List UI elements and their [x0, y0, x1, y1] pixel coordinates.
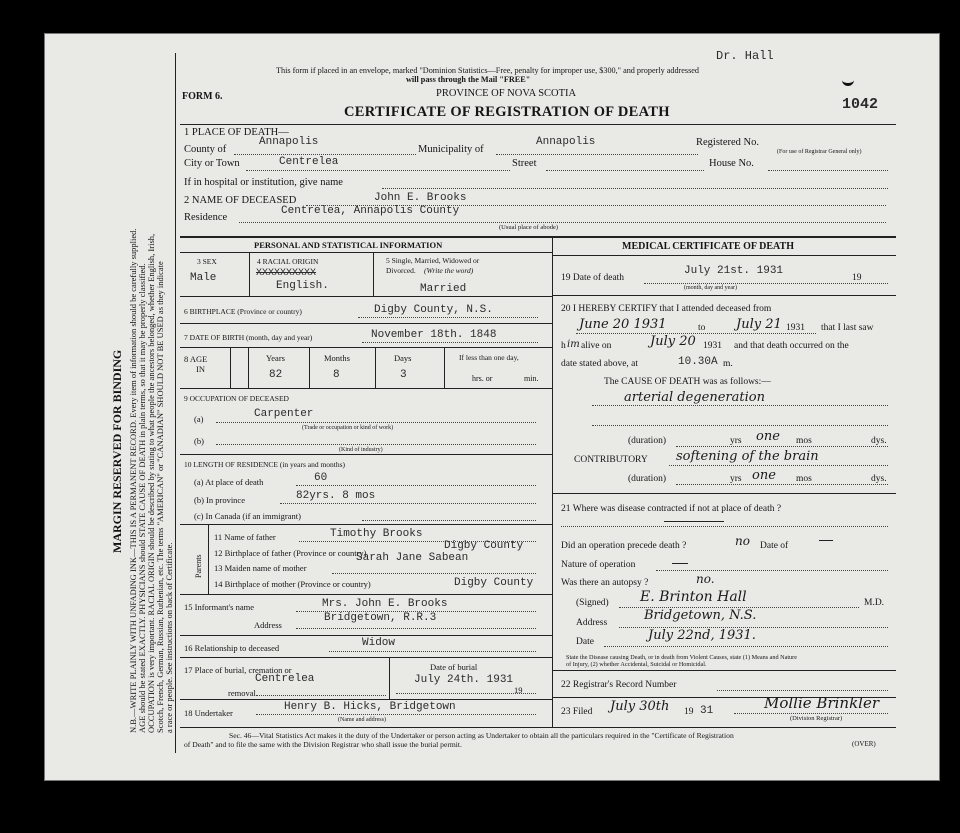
dys-label-2: dys. — [871, 474, 887, 484]
father-label: 11 Name of father — [214, 532, 276, 542]
filed-19: 19 — [684, 707, 694, 717]
registrar-record-line — [717, 690, 888, 691]
in-canada-label: (c) In Canada (if an immigrant) — [194, 511, 301, 521]
death-date-19: 19 — [852, 273, 862, 283]
row15-rule — [180, 635, 552, 636]
months-divider — [375, 347, 376, 388]
marital-write: (Write the word) — [424, 266, 474, 275]
residence-length-label: 10 LENGTH OF RESIDENCE (in years and months) — [184, 460, 346, 469]
sig-date-line — [604, 646, 888, 647]
md-label: M.D. — [864, 598, 885, 608]
annotation-dr-hall: Dr. Hall — [716, 49, 774, 63]
burial-date: July 24th. 1931 — [414, 674, 514, 686]
cause-label: The CAUSE OF DEATH was as follows:— — [604, 377, 771, 387]
days-label: Days — [394, 353, 412, 363]
cause-value: arterial degeneration — [624, 390, 765, 405]
row14-rule — [180, 594, 552, 595]
row3-rule — [180, 296, 552, 297]
q21-label: 21 Where was disease contracted if not at place of death ? — [561, 504, 782, 514]
sec46-line-2: of Death" and to file the same with the Division Registrar who shall issue the burial permit. — [184, 740, 462, 749]
sex-value: Male — [190, 272, 217, 284]
occupation-label: 9 OCCUPATION OF DECEASED — [184, 394, 289, 403]
mos-label-1: mos — [796, 436, 812, 446]
filed-label: 23 Filed — [561, 707, 593, 717]
sex-label: 3 SEX — [197, 257, 217, 266]
death-time-m: m. — [723, 359, 733, 369]
mother-bp-value: Digby County — [454, 577, 534, 589]
relationship-label: 16 Relationship to deceased — [184, 643, 280, 653]
undertaker-value: Henry B. Hicks, Bridgetown — [284, 701, 456, 713]
contributory-value: softening of the brain — [676, 449, 819, 464]
column-divider — [552, 236, 553, 727]
occupation-b: (b) — [194, 436, 204, 446]
days-divider — [444, 347, 445, 388]
min-label: min. — [524, 374, 539, 383]
sex-divider — [249, 252, 250, 296]
registrar-record: 22 Registrar's Record Number — [561, 680, 677, 690]
mos-label-2: mos — [796, 474, 812, 484]
sig-date-label: Date — [576, 637, 594, 647]
in-canada-line — [362, 520, 536, 521]
house-line — [768, 170, 888, 171]
death-date-note: (month, day and year) — [684, 285, 737, 291]
occupation-a: (a) — [194, 414, 204, 424]
months-value: 8 — [333, 369, 340, 381]
alive-label: alive on — [581, 341, 612, 351]
him-suffix: im — [567, 339, 580, 350]
street-label: Street — [512, 158, 537, 169]
date-of-dash — [819, 540, 833, 541]
margin-rule — [175, 53, 176, 753]
racial-label: 4 RACIAL ORIGIN — [257, 257, 319, 266]
registration-number: 1042 — [842, 96, 879, 113]
row6-rule — [180, 323, 552, 324]
mother-value: Sarah Jane Sabean — [356, 552, 469, 564]
in-province-value: 82yrs. 8 mos — [296, 490, 376, 502]
duration-value-1: one — [756, 429, 780, 444]
address-label: Address — [576, 618, 608, 628]
burial-19: 19 — [514, 685, 523, 695]
death-certificate — [44, 33, 940, 781]
burial-divider — [389, 657, 390, 699]
margin-line-1: N.B.—WRITE PLAINLY WITH UNFADING INK—THIS IS A PERMANENT RECORD. Every item of information should be carefully supplied. — [128, 228, 138, 733]
cause-line-2 — [592, 425, 888, 426]
signed-label: (Signed) — [576, 598, 609, 608]
date-stated: date stated above, at — [561, 359, 639, 369]
age-label-1: 8 AGE — [184, 354, 208, 364]
marital-label-1: 5 Single, Married, Widowed or — [386, 256, 480, 265]
nature-label: Nature of operation — [561, 560, 636, 570]
medical-heading-rule — [552, 255, 896, 256]
mother-label: 13 Maiden name of mother — [214, 563, 307, 573]
dob-label: 7 DATE OF BIRTH (month, day and year) — [184, 333, 313, 342]
registered-label: Registered No. — [696, 137, 759, 148]
province-title: PROVINCE OF NOVA SCOTIA — [436, 88, 577, 99]
occupation-line — [216, 422, 536, 423]
row20-rule — [552, 493, 896, 494]
at-place-value: 60 — [314, 472, 328, 484]
death-occurred: and that death occurred on the — [734, 341, 849, 351]
relationship-line — [329, 651, 536, 652]
margin-line-2: AGE should be stated EXACTLY. PHYSICIANS should STATE CAUSE OF DEATH in plain terms, so that it may be properly classified. — [136, 263, 147, 733]
informant-label: 15 Informant's name — [184, 602, 254, 612]
personal-top-rule — [180, 236, 896, 238]
parents-label: Parents — [194, 554, 203, 578]
state-note-1: State the Disease causing Death, or in death from Violent Causes, state (1) Means and Nature — [566, 654, 797, 661]
personal-heading: PERSONAL AND STATISTICAL INFORMATION — [254, 240, 443, 250]
burial-label-1: 17 Place of burial, cremation or — [184, 665, 292, 675]
duration-line-1 — [676, 446, 888, 447]
duration-line-2 — [676, 484, 888, 485]
years-divider — [309, 347, 310, 388]
mother-bp-label: 14 Birthplace of mother (Province or country) — [214, 579, 371, 589]
death-date-label: 19 Date of death — [561, 273, 625, 283]
duration-label-1: (duration) — [628, 436, 666, 446]
street-line — [546, 170, 704, 171]
burial-date-label: Date of burial — [430, 662, 478, 672]
row16-rule — [180, 657, 552, 658]
cause-line — [592, 405, 888, 406]
personal-heading-rule — [180, 252, 552, 253]
age-box-right — [248, 347, 249, 388]
division-registrar-signature: Mollie Brinkler — [764, 694, 880, 712]
doctor-address: Bridgetown, N.S. — [644, 608, 757, 623]
him-prefix: h — [561, 341, 566, 351]
row7-rule — [180, 347, 552, 348]
industry-line — [216, 444, 536, 445]
parents-divider — [208, 524, 209, 594]
row19-rule — [552, 295, 896, 296]
at-place-label: (a) At place of death — [194, 477, 264, 487]
duration-label-2: (duration) — [628, 474, 666, 484]
row9-rule — [180, 454, 552, 455]
city-line — [246, 170, 510, 171]
deceased-name-label: 2 NAME OF DECEASED — [184, 195, 297, 206]
certificate-title: CERTIFICATE OF REGISTRATION OF DEATH — [344, 104, 670, 120]
envelope-note-1: This form if placed in an envelope, marked "Dominion Statistics—Free, penalty for improper use, $300," and properly addressed — [276, 66, 699, 75]
county-value: Annapolis — [259, 136, 319, 148]
state-note-rule — [552, 670, 896, 671]
corner-mark — [842, 77, 854, 86]
undertaker-note: (Name and address) — [338, 717, 386, 723]
operation-answer: no — [735, 534, 750, 548]
city-label: City or Town — [184, 158, 240, 169]
city-value: Centrelea — [279, 156, 339, 168]
occupation-note: (Trade or occupation or kind of work) — [302, 425, 394, 431]
dob-value: November 18th. 1848 — [371, 329, 497, 341]
mother-line — [332, 573, 536, 574]
hrs-label: hrs. or — [472, 374, 493, 383]
division-line — [734, 713, 888, 714]
death-date: July 21st. 1931 — [684, 265, 784, 277]
place-heading: 1 PLACE OF DEATH— — [184, 127, 289, 138]
to-year: 1931 — [786, 323, 805, 333]
informant-address: Bridgetown, R.R.3 — [324, 612, 437, 624]
in-province-line — [280, 503, 536, 504]
age-label-2: IN — [196, 364, 205, 374]
days-value: 3 — [400, 369, 407, 381]
hospital-label: If in hospital or institution, give name — [184, 177, 343, 188]
county-line — [234, 154, 416, 155]
row10-rule — [180, 524, 552, 525]
racial-divider — [373, 252, 374, 296]
to-label: to — [698, 323, 706, 333]
dys-label-1: dys. — [871, 436, 887, 446]
alive-date: July 20 — [650, 334, 696, 349]
operation-label: Did an operation precede death ? — [561, 541, 687, 551]
sig-date: July 22nd, 1931. — [648, 628, 756, 643]
racial-value: English. — [276, 280, 329, 292]
registrar-note: (For use of Registrar General only) — [777, 149, 862, 155]
father-bp-label: 12 Birthplace of father (Province or country) — [214, 548, 367, 558]
marital-label-2: Divorced. — [386, 266, 416, 275]
municipality-label: Municipality of — [418, 144, 484, 155]
envelope-note-2: will pass through the Mail "FREE" — [406, 75, 531, 84]
racial-struck: XXXXXXXXXX — [256, 268, 317, 279]
nature-line — [656, 570, 888, 571]
last-saw: that I last saw — [821, 323, 874, 333]
contributory-label: CONTRIBUTORY — [574, 455, 648, 465]
residence-line — [239, 222, 886, 223]
hospital-line — [382, 188, 888, 189]
row8-rule — [180, 388, 552, 389]
yrs-label-1: yrs — [730, 436, 742, 446]
industry-note: (Kind of industry) — [339, 447, 383, 453]
q21-dash — [664, 521, 724, 522]
years-value: 82 — [269, 369, 283, 381]
q21-line — [561, 526, 888, 527]
undertaker-line — [256, 714, 536, 715]
alive-year: 1931 — [703, 341, 722, 351]
relationship-value: Widow — [362, 637, 396, 649]
burial-date-line — [396, 693, 536, 694]
margin-line-4: Scotch, French, German, Russian, Ruthenian, etc. The terms "AMERICAN" or "CANADIAN" SHOULD NOT BE USED as they indicate — [154, 261, 165, 733]
burial-place: Centrelea — [255, 673, 315, 685]
yrs-label-2: yrs — [730, 474, 742, 484]
margin-instructions — [129, 228, 174, 733]
months-label: Months — [324, 353, 350, 363]
autopsy-label: Was there an autopsy ? — [561, 578, 649, 588]
form-number: FORM 6. — [182, 91, 223, 102]
municipality-line — [496, 154, 698, 155]
informant-address-label: Address — [254, 620, 282, 630]
death-date-line — [644, 283, 888, 284]
division-note: (Division Registrar) — [790, 715, 843, 722]
deceased-name: John E. Brooks — [374, 192, 467, 204]
sec46-line-1: Sec. 46—Vital Statistics Act makes it the duty of the Undertaker or person acting as Undertaker to obtain all the particulars required in the "Certificate of Registration — [229, 731, 734, 740]
margin-line-5: a race or people. See instructions on back of Certificate. — [163, 542, 174, 733]
header-rule — [180, 124, 896, 125]
age-box-left — [230, 347, 231, 388]
filed-date: July 30th — [610, 699, 670, 714]
county-label: County of — [184, 144, 227, 155]
to-date: July 21 — [736, 317, 782, 332]
state-note-2: of Injury, (2) whether Accidental, Suicidal or Homicidal. — [566, 661, 707, 668]
residence-value: Centrelea, Annapolis County — [281, 205, 460, 217]
less-day-label: If less than one day, — [459, 353, 519, 362]
father-bp-value: Digby County — [444, 540, 524, 552]
informant-address-line — [296, 628, 536, 629]
date-of-label: Date of — [760, 541, 789, 551]
nature-dash — [672, 563, 688, 564]
over-label: (OVER) — [852, 740, 876, 748]
autopsy-answer: no. — [696, 572, 715, 586]
medical-heading: MEDICAL CERTIFICATE OF DEATH — [622, 241, 794, 252]
signature: E. Brinton Hall — [640, 589, 747, 605]
binding-margin-label: MARGIN RESERVED FOR BINDING — [110, 349, 124, 553]
years-label: Years — [266, 353, 285, 363]
from-date: June 20 1931 — [579, 317, 667, 332]
residence-label: Residence — [184, 212, 228, 223]
abode-note: (Usual place of abode) — [499, 224, 559, 231]
duration-value-2: one — [752, 468, 776, 483]
burial-label-2: removal — [228, 688, 256, 698]
at-place-line — [296, 485, 536, 486]
filed-year: 31 — [700, 705, 714, 717]
attended-line — [576, 333, 816, 334]
row17-rule — [180, 699, 552, 700]
death-time: 10.30A — [678, 356, 718, 368]
municipality-value: Annapolis — [536, 136, 596, 148]
birthplace-line — [358, 317, 538, 318]
certify-line: 20 I HEREBY CERTIFY that I attended deceased from — [561, 304, 772, 314]
informant-value: Mrs. John E. Brooks — [322, 598, 448, 610]
bottom-rule — [180, 727, 896, 728]
undertaker-label: 18 Undertaker — [184, 708, 233, 718]
burial-place-line — [256, 695, 386, 696]
house-label: House No. — [709, 158, 754, 169]
birthplace-label: 6 BIRTHPLACE (Province or country) — [184, 307, 302, 316]
occupation-value: Carpenter — [254, 408, 314, 420]
margin-line-3: OCCUPATION is very important. RACIAL ORIGIN should be described by stating to what people the ancestors belonged, whether English, Irish, — [145, 233, 156, 733]
birthplace-value: Digby County, N.S. — [374, 304, 493, 316]
marital-value: Married — [420, 283, 467, 295]
father-value: Timothy Brooks — [330, 528, 423, 540]
in-province-label: (b) In province — [194, 495, 245, 505]
contributory-line — [669, 465, 888, 466]
dob-line — [362, 342, 538, 343]
